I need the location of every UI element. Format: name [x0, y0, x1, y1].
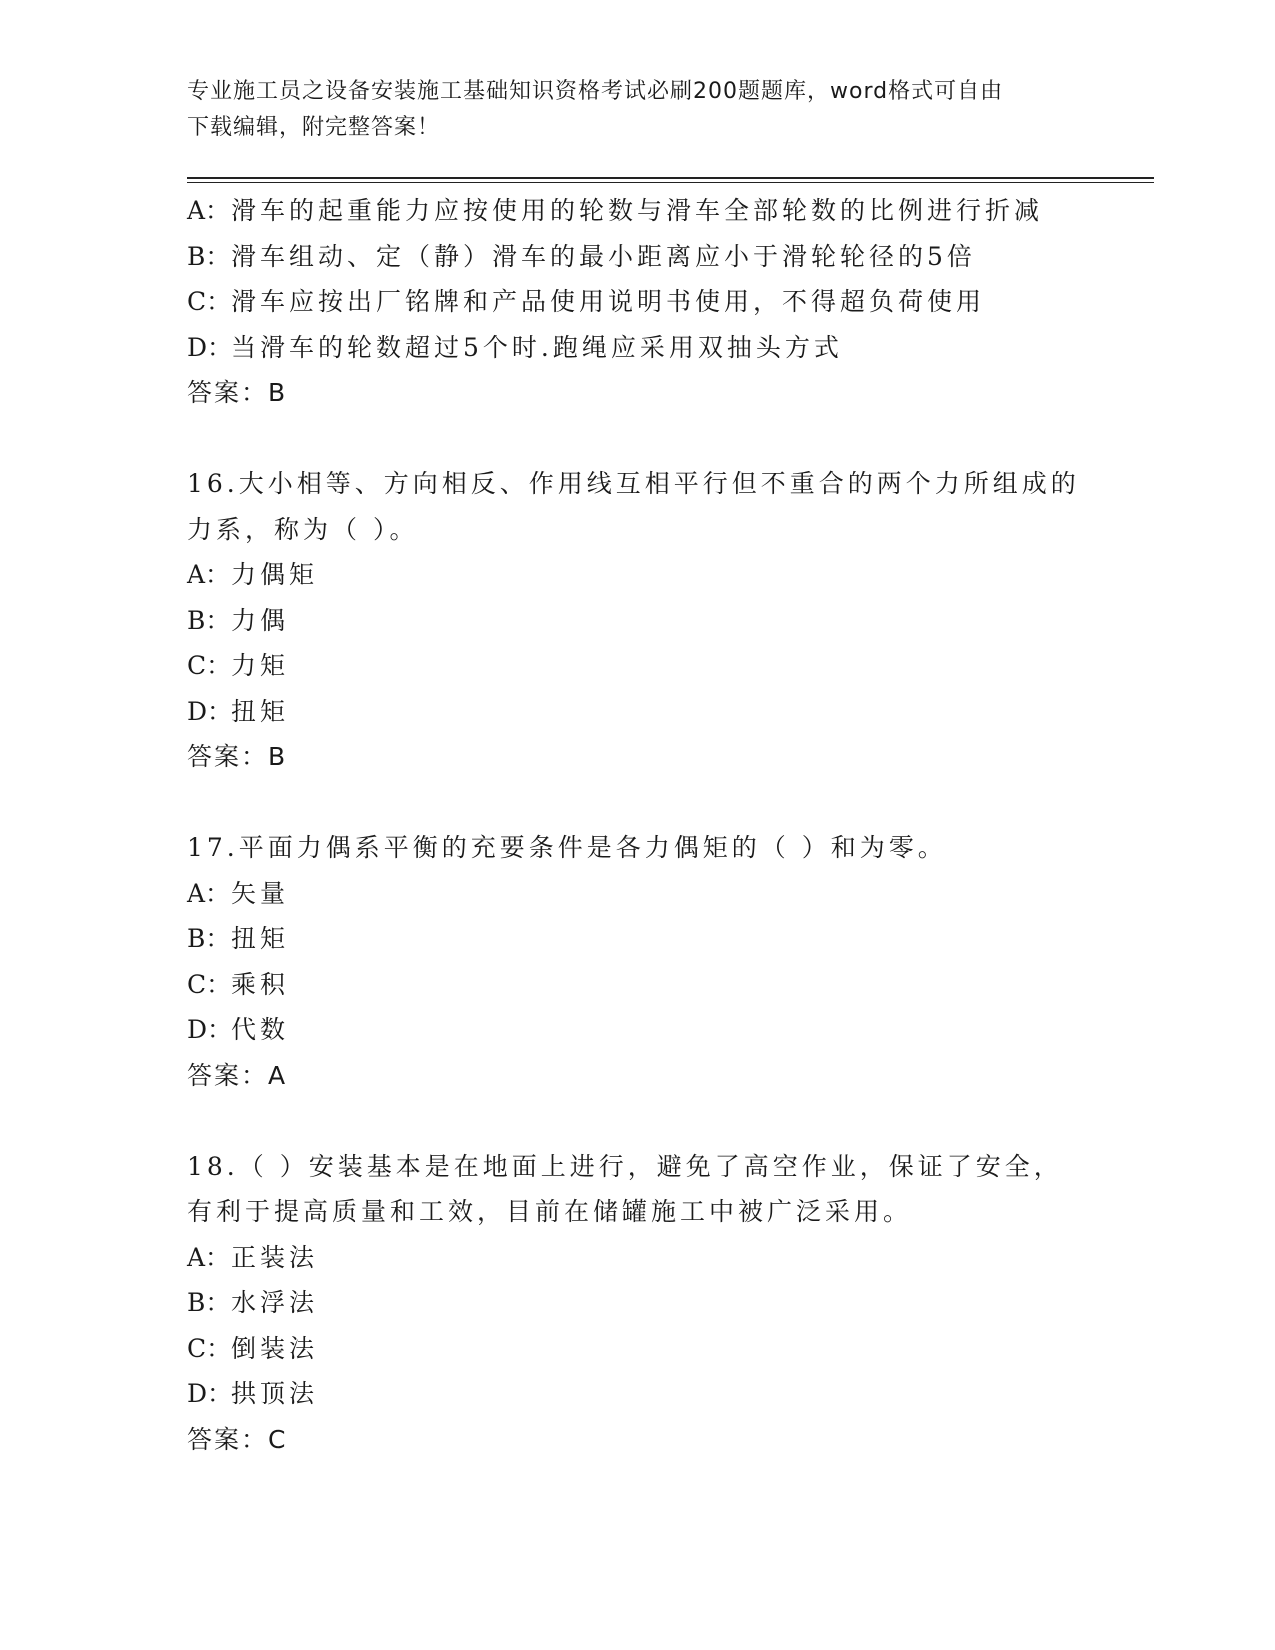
- question-stem-continued: 有利于提高质量和工效，目前在储罐施工中被广泛采用。: [187, 1197, 913, 1226]
- question-16: [187, 461, 1147, 780]
- option-label: A：: [187, 196, 231, 225]
- option-a: [187, 552, 1147, 598]
- spacer: [187, 416, 1147, 462]
- question-stem-continued: 力系，称为（ ）。: [187, 514, 419, 544]
- option-label: A：: [187, 1242, 231, 1272]
- option-label: C：: [187, 651, 232, 680]
- option-text: 力矩: [231, 651, 290, 680]
- question-list: [187, 188, 1147, 1462]
- option-text: 拱顶法: [231, 1379, 319, 1408]
- spacer: [187, 780, 1147, 826]
- option-a: [187, 871, 1147, 917]
- option-a: [187, 1235, 1147, 1281]
- option-text: 倒装法: [231, 1333, 319, 1363]
- question-15: [187, 188, 1147, 416]
- option-b: [187, 916, 1147, 962]
- option-label: C：: [187, 1333, 232, 1363]
- option-label: B：: [187, 1288, 231, 1317]
- question-stem: 18.（ ）安装基本是在地面上进行，避免了高空作业，保证了安全，: [187, 1151, 1063, 1181]
- option-text: 当滑车的轮数超过5个时.跑绳应采用双抽头方式: [231, 332, 843, 362]
- header-divider-thin: [187, 182, 1154, 183]
- option-d: [187, 1371, 1147, 1417]
- option-label: D：: [187, 332, 233, 362]
- option-label: A：: [187, 560, 231, 589]
- option-b: [187, 598, 1147, 644]
- option-text: 滑车应按出厂铭牌和产品使用说明书使用，不得超负荷使用: [231, 287, 986, 316]
- answer-line: 答案：B: [187, 378, 288, 407]
- header-line-1: 专业施工员之设备安装施工基础知识资格考试必刷200题题库，word格式可自由: [187, 79, 1004, 104]
- document-header: [187, 74, 1067, 146]
- answer-line: 答案：B: [187, 742, 288, 771]
- option-text: 矢量: [231, 878, 290, 908]
- option-label: B：: [187, 241, 231, 271]
- question-17: [187, 825, 1147, 1098]
- question-18: [187, 1144, 1147, 1463]
- option-label: D：: [187, 1015, 233, 1044]
- question-stem: 16.大小相等、方向相反、作用线互相平行但不重合的两个力所组成的: [187, 469, 1080, 498]
- spacer: [187, 1098, 1147, 1144]
- option-d: [187, 689, 1147, 735]
- option-text: 滑车的起重能力应按使用的轮数与滑车全部轮数的比例进行折减: [231, 196, 1044, 225]
- option-label: D：: [187, 696, 233, 726]
- option-b: [187, 1280, 1147, 1326]
- option-a: [187, 188, 1147, 234]
- option-label: B：: [187, 924, 231, 953]
- option-label: A：: [187, 878, 231, 908]
- option-text: 力偶矩: [231, 560, 319, 589]
- option-c: [187, 1326, 1147, 1372]
- option-text: 滑车组动、定（静）滑车的最小距离应小于滑轮轮径的5倍: [231, 241, 976, 271]
- option-d: [187, 325, 1147, 371]
- question-stem: 17.平面力偶系平衡的充要条件是各力偶矩的（ ）和为零。: [187, 833, 947, 862]
- option-c: [187, 279, 1147, 325]
- option-d: [187, 1007, 1147, 1053]
- option-text: 正装法: [231, 1242, 319, 1272]
- answer-line: 答案：C: [187, 1424, 288, 1454]
- option-text: 扭矩: [231, 696, 290, 726]
- option-text: 代数: [231, 1015, 290, 1044]
- option-text: 扭矩: [231, 924, 290, 953]
- option-c: [187, 962, 1147, 1008]
- option-b: [187, 234, 1147, 280]
- answer-line: 答案：A: [187, 1060, 288, 1090]
- option-text: 水浮法: [231, 1288, 319, 1317]
- header-divider-thick: [187, 177, 1154, 179]
- option-label: C：: [187, 287, 232, 316]
- option-text: 乘积: [231, 969, 290, 999]
- option-label: C：: [187, 969, 232, 999]
- option-text: 力偶: [231, 605, 290, 635]
- option-label: B：: [187, 605, 231, 635]
- option-label: D：: [187, 1379, 233, 1408]
- header-line-2: 下载编辑，附完整答案！: [187, 115, 441, 140]
- option-c: [187, 643, 1147, 689]
